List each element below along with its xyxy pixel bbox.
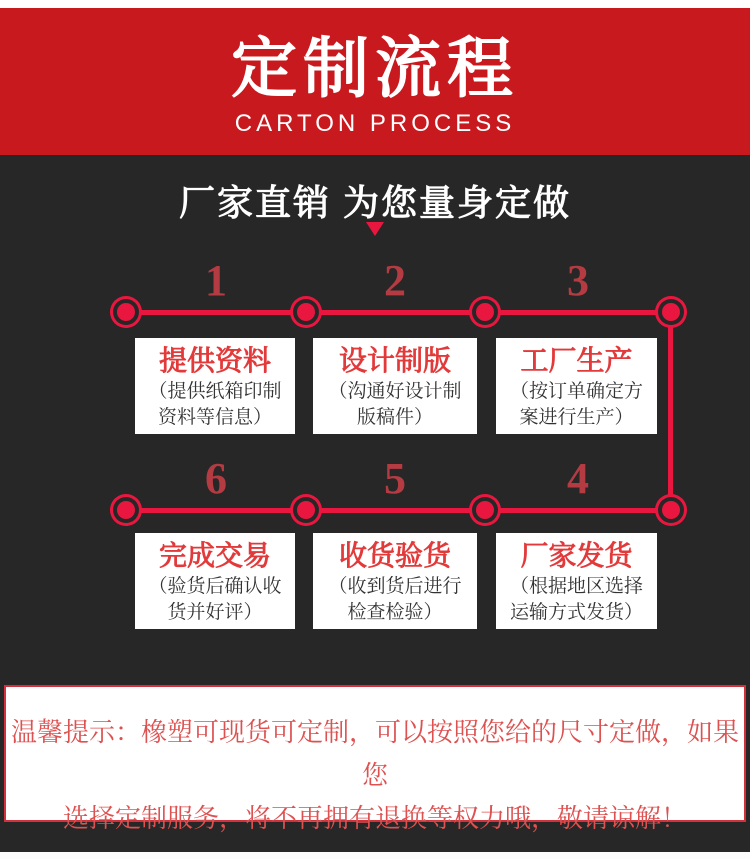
flow-node-icon (117, 501, 135, 519)
down-triangle-icon (366, 222, 384, 236)
step-box-2 (313, 338, 477, 434)
step-box-3 (496, 338, 657, 434)
step-desc (135, 574, 295, 626)
step-desc-line: （收到货后进行 (328, 576, 462, 597)
step-number-1: 1 (205, 256, 227, 305)
flow-node-icon (662, 303, 680, 321)
step-desc-line: 货并好评） (167, 602, 263, 623)
step-desc (313, 379, 477, 431)
step-box-5 (313, 533, 477, 629)
flow-node-icon (662, 501, 680, 519)
banner (0, 8, 750, 155)
step-number-2: 2 (384, 256, 406, 305)
step-desc-line: （提供纸箱印制 (148, 381, 282, 402)
section-heading: 厂家直销 为您量身定做 (178, 182, 571, 223)
step-desc-line: （根据地区选择 (509, 576, 643, 597)
step-desc (313, 574, 477, 626)
flow-node-icon (476, 501, 494, 519)
step-title: 提供资料 (158, 345, 271, 376)
step-title: 厂家发货 (520, 540, 633, 571)
flow-line-bottom (126, 508, 672, 513)
banner-subtitle: CARTON PROCESS (234, 110, 516, 137)
step-title: 工厂生产 (520, 345, 633, 376)
step-desc-line: 检查检验） (347, 602, 443, 623)
step-desc (496, 379, 657, 431)
step-box-6 (135, 533, 295, 629)
step-number-3: 3 (567, 256, 589, 305)
flow-node-icon (297, 501, 315, 519)
bottom-strip (0, 852, 750, 859)
step-box-4 (496, 533, 657, 629)
process-section (0, 155, 750, 852)
notice-box (4, 685, 746, 833)
step-desc-line: 版稿件） (356, 407, 433, 428)
step-number-5: 5 (384, 454, 406, 503)
banner-title: 定制流程 (231, 31, 519, 105)
step-desc-line: （沟通好设计制 (328, 381, 462, 402)
step-number-4: 4 (567, 454, 589, 503)
step-desc-line: （验货后确认收 (148, 576, 282, 597)
step-desc (496, 574, 657, 626)
step-number-6: 6 (205, 454, 227, 503)
step-desc (135, 379, 295, 431)
notice-line-1: 温馨提示：橡塑可现货可定制，可以按照您给的尺寸定做，如果您 (10, 717, 739, 790)
step-desc-line: 案进行生产） (519, 407, 634, 428)
flow-line-right (668, 312, 673, 510)
flow-node-icon (117, 303, 135, 321)
step-desc-line: 资料等信息） (157, 407, 272, 428)
step-title: 完成交易 (158, 540, 271, 571)
step-box-1 (135, 338, 295, 434)
step-title: 设计制版 (338, 345, 451, 376)
flow-line-top (126, 310, 672, 315)
step-desc-line: 运输方式发货） (509, 602, 643, 623)
flow-node-icon (297, 303, 315, 321)
flow-node-icon (476, 303, 494, 321)
step-title: 收货验货 (338, 540, 451, 571)
step-desc-line: （按订单确定方 (509, 381, 643, 402)
notice-line-2: 选择定制服务，将不再拥有退换等权力哦，敬请谅解！ (62, 803, 687, 833)
